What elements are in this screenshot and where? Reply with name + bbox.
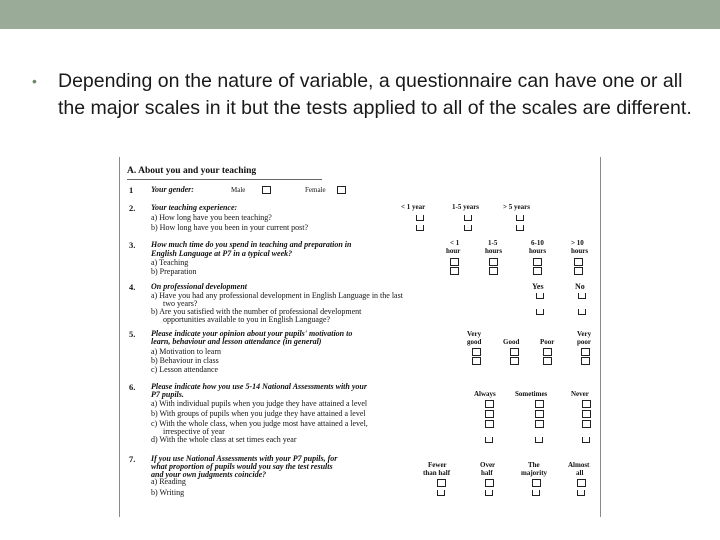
q5-a-checkbox-3[interactable]: [543, 348, 552, 356]
q6-d: d) With the whole class at set times each year: [151, 435, 297, 444]
q3-a-checkbox-3[interactable]: [533, 258, 542, 266]
q7-a-checkbox-3[interactable]: [532, 479, 541, 487]
bullet-text: Depending on the nature of variable, a questionnaire can have one or all the major scales in it but the tests applied to all of the scales are different.: [58, 70, 692, 119]
q4-text: On professional development: [151, 282, 247, 291]
q7-header-3b: majority: [521, 469, 548, 477]
q3-a: a) Teaching: [151, 258, 189, 267]
q6-text-2: P7 pupils.: [151, 390, 184, 399]
q7-text-2: what proportion of pupils would you say the test results: [151, 462, 333, 471]
section-title: A. About you and your teaching: [127, 166, 257, 176]
q7-header-3: The: [528, 461, 540, 469]
q4-yes-header: Yes: [532, 282, 544, 291]
q2-header-2: 1-5 years: [452, 203, 480, 211]
q6-b-checkbox-2[interactable]: [535, 410, 544, 418]
q6-a: a) With individual pupils when you judge they have attained a level: [151, 399, 368, 408]
q7-a-checkbox-1[interactable]: [437, 479, 446, 487]
q6-b-checkbox-3[interactable]: [582, 410, 591, 418]
q3-header-3: 6-10: [531, 239, 544, 247]
q3-b-checkbox-3[interactable]: [533, 267, 542, 275]
q2-header-1: < 1 year: [401, 203, 426, 211]
q6-a-checkbox-1[interactable]: [485, 400, 494, 408]
q6-b: b) With groups of pupils when you judge they have attained a level: [151, 409, 366, 418]
q7-header-1b: than half: [423, 469, 451, 477]
q6-header-2: Sometimes: [515, 390, 548, 398]
q6-c-checkbox-1[interactable]: [485, 420, 494, 428]
q7-header-2b: half: [481, 469, 493, 477]
q3-text-1: How much time do you spend in teaching and preparation in: [151, 240, 352, 249]
q7-a-checkbox-4[interactable]: [577, 479, 586, 487]
q7-a: a) Reading: [151, 477, 186, 486]
q3-b-checkbox-2[interactable]: [489, 267, 498, 275]
q5-c: c) Lesson attendance: [151, 365, 219, 374]
q3-a-checkbox-2[interactable]: [489, 258, 498, 266]
q4-a-yes-checkbox[interactable]: [536, 293, 544, 299]
q7-b-checkbox-4[interactable]: [577, 490, 585, 496]
q1-text: Your gender:: [151, 185, 194, 194]
q5-a-checkbox-4[interactable]: [581, 348, 590, 356]
q6-c-checkbox-3[interactable]: [582, 420, 591, 428]
q7-b: b) Writing: [151, 488, 185, 497]
q6-d-checkbox-1[interactable]: [485, 437, 493, 443]
q5-header-1b: good: [467, 338, 482, 346]
q5-header-4b: poor: [577, 338, 591, 346]
q3-b-checkbox-1[interactable]: [450, 267, 459, 275]
q2-a: a) How long have you been teaching?: [151, 213, 272, 222]
q6-header-1: Always: [474, 390, 496, 398]
q3-text-2: English Language at P7 in a typical week?: [151, 249, 293, 258]
q2-b-checkbox-3[interactable]: [516, 225, 524, 231]
q2-text: Your teaching experience:: [151, 203, 238, 212]
q2-b: b) How long have you been in your current post?: [151, 223, 309, 232]
q2-number: 2.: [129, 203, 136, 213]
q7-b-checkbox-2[interactable]: [485, 490, 493, 496]
q5-b-checkbox-4[interactable]: [581, 357, 590, 365]
q6-a-checkbox-2[interactable]: [535, 400, 544, 408]
q3-b: b) Preparation: [151, 267, 197, 276]
q1-female-checkbox[interactable]: [337, 186, 346, 194]
q7-a-checkbox-2[interactable]: [485, 479, 494, 487]
q7-header-4b: all: [576, 469, 584, 477]
questionnaire-image: [119, 157, 601, 517]
q3-a-checkbox-1[interactable]: [450, 258, 459, 266]
q6-c-2: irrespective of year: [163, 427, 225, 436]
q4-no-header: No: [575, 282, 585, 291]
q5-header-2: Good: [503, 338, 520, 346]
q5-number: 5.: [129, 329, 136, 339]
q6-a-checkbox-3[interactable]: [582, 400, 591, 408]
q1-male-checkbox[interactable]: [262, 186, 271, 194]
q5-b-checkbox-3[interactable]: [543, 357, 552, 365]
q7-header-2: Over: [480, 461, 496, 469]
bullet-point: [32, 68, 692, 122]
q6-c-checkbox-2[interactable]: [535, 420, 544, 428]
q4-number: 4.: [129, 282, 136, 292]
q4-a-1: a) Have you had any professional development in English Language in the last: [151, 291, 403, 300]
q5-b-checkbox-1[interactable]: [472, 357, 481, 365]
q5-text-2: learn, behaviour and lesson attendance (in general): [151, 337, 322, 346]
q5-b: b) Behaviour in class: [151, 356, 219, 365]
q1-male-label: Male: [231, 186, 246, 194]
q3-header-4b: hours: [571, 247, 589, 255]
q6-b-checkbox-1[interactable]: [485, 410, 494, 418]
q2-a-checkbox-2[interactable]: [464, 215, 472, 221]
q3-header-2b: hours: [485, 247, 503, 255]
q7-header-4: Almost: [568, 461, 590, 469]
q3-number: 3.: [129, 240, 136, 250]
left-border: [119, 157, 120, 517]
q5-b-checkbox-2[interactable]: [510, 357, 519, 365]
q3-header-2: 1-5: [488, 239, 498, 247]
q1-female-label: Female: [305, 186, 326, 194]
q6-c-1: c) With the whole class, when you judge most have attained a level,: [151, 419, 368, 428]
q4-a-no-checkbox[interactable]: [578, 293, 586, 299]
right-border: [600, 157, 601, 517]
q5-header-1: Very: [467, 330, 482, 338]
q6-text-1: Please indicate how you use 5-14 National Assessments with your: [151, 382, 367, 391]
q3-header-1b: hour: [446, 247, 461, 255]
q4-b-no-checkbox[interactable]: [578, 309, 586, 315]
q5-header-4: Very: [577, 330, 592, 338]
q4-b-1: b) Are you satisfied with the number of professional development: [151, 307, 362, 316]
q2-b-checkbox-1[interactable]: [416, 225, 424, 231]
q2-header-3: > 5 years: [503, 203, 530, 211]
q5-text-1: Please indicate your opinion about your pupils' motivation to: [151, 329, 353, 338]
q1-number: 1: [129, 185, 134, 195]
q6-d-checkbox-3[interactable]: [582, 437, 590, 443]
q3-b-checkbox-4[interactable]: [574, 267, 583, 275]
q3-header-4: > 10: [571, 239, 584, 247]
title-bar: [0, 0, 720, 29]
q5-a: a) Motivation to learn: [151, 347, 221, 356]
q3-header-1: < 1: [450, 239, 460, 247]
q2-b-checkbox-2[interactable]: [464, 225, 472, 231]
q3-a-checkbox-4[interactable]: [574, 258, 583, 266]
q2-a-checkbox-1[interactable]: [416, 215, 424, 221]
q7-text-1: If you use National Assessments with your P7 pupils, for: [151, 454, 338, 463]
bullet-dot-icon: •: [32, 73, 37, 89]
q4-a-2: two years?: [163, 299, 198, 308]
q7-text-3: and your own judgments coincide?: [151, 470, 267, 479]
q5-a-checkbox-2[interactable]: [510, 348, 519, 356]
q2-a-checkbox-3[interactable]: [516, 215, 524, 221]
q5-a-checkbox-1[interactable]: [472, 348, 481, 356]
q7-b-checkbox-1[interactable]: [437, 490, 445, 496]
q6-number: 6.: [129, 382, 136, 392]
q7-number: 7.: [129, 454, 136, 464]
q7-b-checkbox-3[interactable]: [532, 490, 540, 496]
section-underline: [127, 179, 322, 180]
q7-header-1: Fewer: [428, 461, 447, 469]
q4-b-yes-checkbox[interactable]: [536, 309, 544, 315]
q4-b-2: opportunities available to you in English Language?: [163, 315, 331, 324]
q5-header-3: Poor: [540, 338, 555, 346]
q6-header-3: Never: [571, 390, 589, 398]
q6-d-checkbox-2[interactable]: [535, 437, 543, 443]
q3-header-3b: hours: [529, 247, 547, 255]
